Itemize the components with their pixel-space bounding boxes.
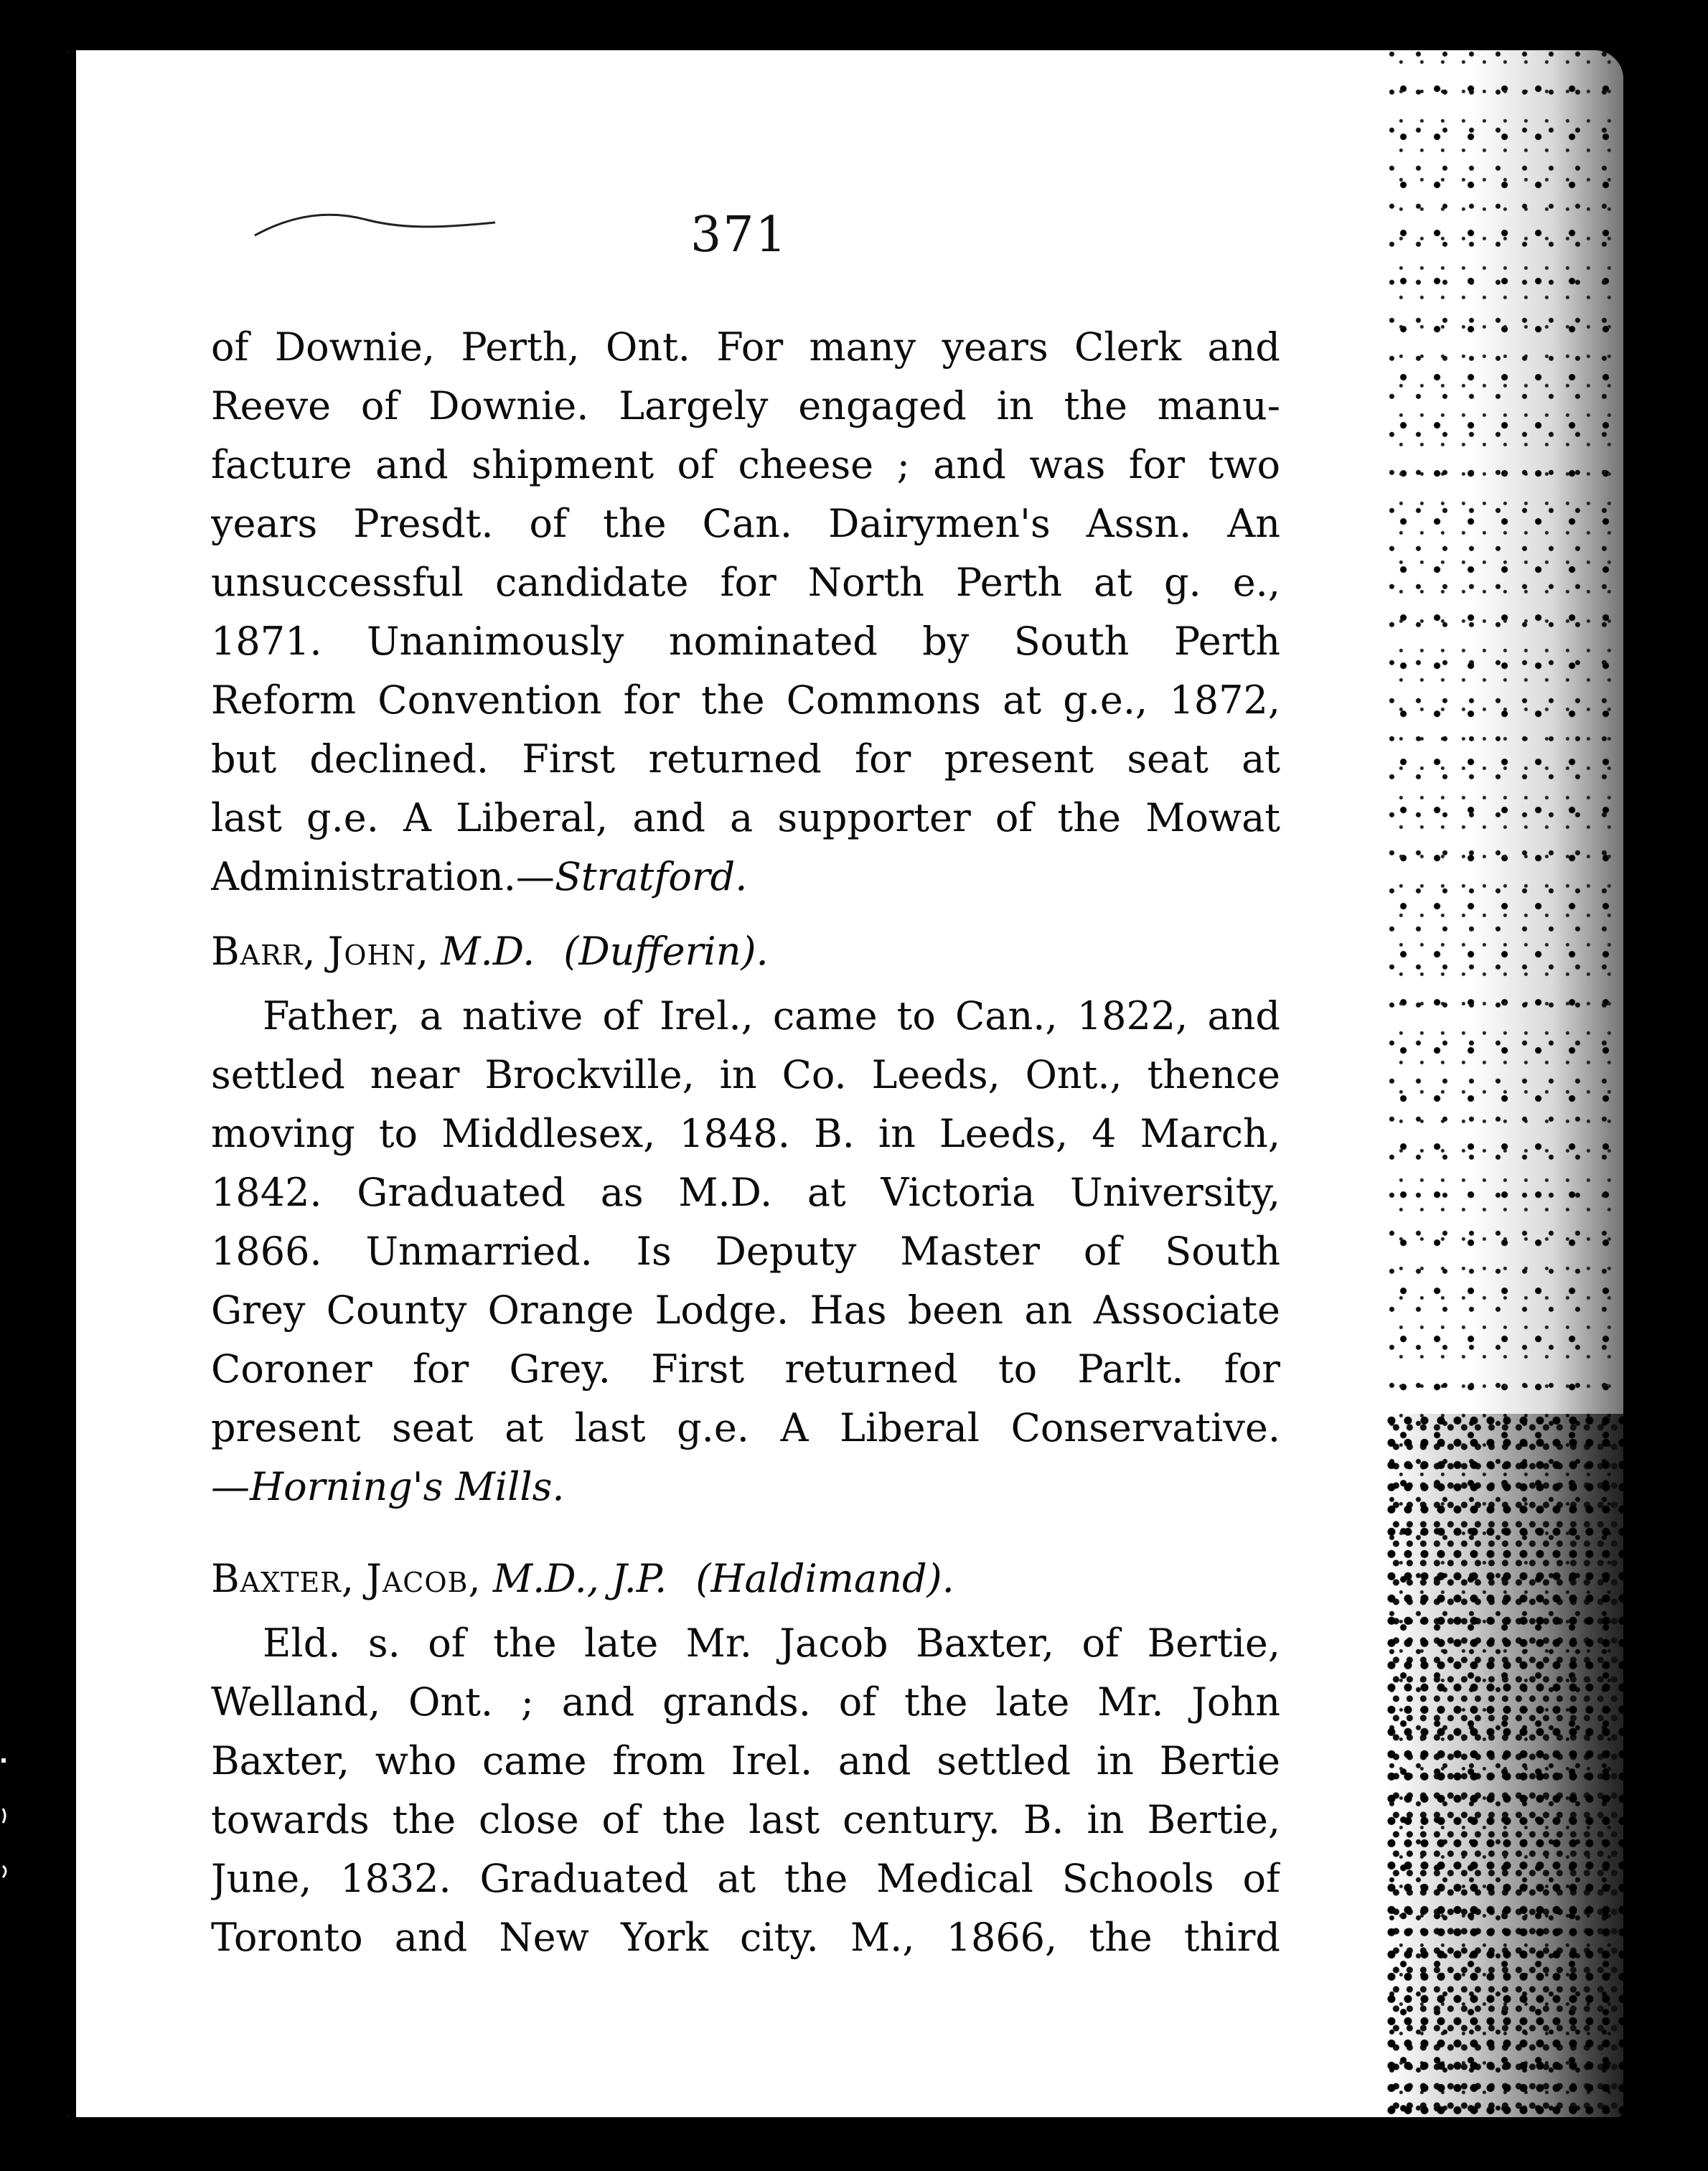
text-line: Grey County Orange Lodge. Has been an Associate	[211, 1288, 1280, 1333]
text-line: Eld. s. of the late Mr. Jacob Baxter, of Bertie,	[263, 1621, 1280, 1666]
text-line: June, 1832. Graduated at the Medical Schools of	[211, 1856, 1280, 1901]
text-line: last g.e. A Liberal, and a supporter of the Mowat	[211, 795, 1280, 840]
book-page	[66, 50, 1623, 2117]
text-line: moving to Middlesex, 1848. B. in Leeds, 4 March,	[211, 1111, 1280, 1156]
page-gutter-shadow	[66, 50, 76, 2117]
page-edge-speckle-lower	[1386, 1414, 1623, 2117]
title: M.D.	[441, 929, 535, 974]
text-line: settled near Brockville, in Co. Leeds, Ont., thence	[211, 1052, 1280, 1097]
text-line: present seat at last g.e. A Liberal Conservative.	[211, 1405, 1280, 1450]
text-line: Reform Convention for the Commons at g.e., 1872,	[211, 677, 1280, 723]
text-line: facture and shipment of cheese ; and was for two	[211, 442, 1280, 487]
text-line: but declined. First returned for present seat at	[211, 736, 1280, 782]
text-line: Welland, Ont. ; and grands. of the late Mr. John	[211, 1679, 1280, 1725]
text-line: 1866. Unmarried. Is Deputy Master of South	[211, 1229, 1280, 1274]
text-line: Father, a native of Irel., came to Can., 1822, and	[263, 993, 1280, 1038]
constituency: (Haldimand).	[695, 1556, 954, 1601]
page-number: 371	[690, 207, 788, 263]
text-line: towards the close of the last century. B. in Bertie,	[211, 1797, 1280, 1842]
constituency: (Dufferin).	[563, 929, 769, 974]
text-line-last	[211, 848, 1280, 906]
text-line: unsuccessful candidate for North Perth at g. e.,	[211, 560, 1280, 605]
text-line: 1871. Unanimously nominated by South Perth	[211, 619, 1280, 664]
entry-text	[211, 318, 1280, 1967]
text-line: Coroner for Grey. First returned to Parlt. for	[211, 1346, 1280, 1392]
given-name: Jacob	[366, 1556, 469, 1601]
entry-heading-barr: Barr, John, M.D. (Dufferin).	[211, 929, 769, 974]
residence: —Horning's Mills.	[211, 1464, 565, 1509]
text-line: years Presdt. of the Can. Dairymen's Assn. An	[211, 501, 1280, 546]
text-line: Reeve of Downie. Largely engaged in the manu-	[211, 383, 1280, 428]
surname: Baxter	[211, 1556, 342, 1601]
residence: Stratford.	[554, 854, 748, 899]
text-fragment: Administration.—	[211, 854, 555, 899]
text-line: Toronto and New York city. M., 1866, the third	[211, 1915, 1280, 1960]
surname: Barr	[211, 929, 304, 974]
text-line: Baxter, who came from Irel. and settled in Bertie	[211, 1738, 1280, 1783]
pen-flourish-mark	[251, 207, 502, 243]
text-line: 1842. Graduated as M.D. at Victoria University,	[211, 1170, 1280, 1215]
entry-heading-baxter: Baxter, Jacob, M.D., J.P. (Haldimand).	[211, 1556, 954, 1601]
text-line: of Downie, Perth, Ont. For many years Clerk and	[211, 324, 1280, 370]
adjacent-page-marks	[0, 1751, 14, 1895]
given-name: John	[327, 929, 416, 974]
title: M.D., J.P.	[492, 1556, 667, 1601]
